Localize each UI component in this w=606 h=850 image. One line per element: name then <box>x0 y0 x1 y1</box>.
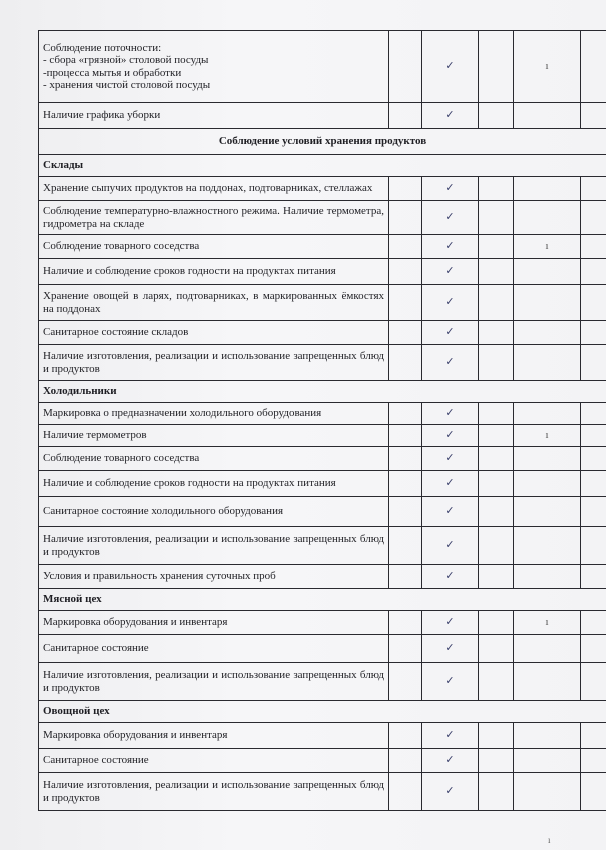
check-mark: ✓ <box>422 321 479 345</box>
criterion-cell: Наличие термометров <box>39 425 389 447</box>
check-mark: ✓ <box>422 773 479 811</box>
check-mark: ✓ <box>422 471 479 497</box>
table-row <box>39 565 606 589</box>
criterion-cell: Соблюдение товарного соседства <box>39 447 389 471</box>
check-mark: ✓ <box>422 345 479 381</box>
check-mark: ✓ <box>422 259 479 285</box>
criterion-cell: Санитарное состояние складов <box>39 321 389 345</box>
table-row <box>39 749 606 773</box>
table-row <box>39 773 606 811</box>
criterion-cell: Хранение овощей в ларях, подтоварниках, в маркированных ёмкостях на поддонах <box>39 285 389 321</box>
check-mark: ✓ <box>422 723 479 749</box>
group-header-row <box>39 701 606 723</box>
table-row <box>39 425 606 447</box>
group-header-row <box>39 381 606 403</box>
criterion-cell: Наличие и соблюдение сроков годности на продуктах питания <box>39 471 389 497</box>
check-mark: ✓ <box>422 201 479 235</box>
check-mark: ✓ <box>422 103 479 129</box>
table-row <box>39 285 606 321</box>
criterion-cell: Наличие изготовления, реализации и использование запрещенных блюд и продуктов <box>39 527 389 565</box>
check-mark: ✓ <box>422 235 479 259</box>
criterion-cell: Маркировка о предназначении холодильного оборудования <box>39 403 389 425</box>
criterion-cell: Наличие изготовления, реализации и использование запрещенных блюд и продуктов <box>39 345 389 381</box>
criterion-cell: Санитарное состояние холодильного оборудования <box>39 497 389 527</box>
tick-mark: ı <box>514 31 581 103</box>
check-mark: ✓ <box>422 31 479 103</box>
check-mark: ✓ <box>422 447 479 471</box>
criterion-cell: Санитарное состояние <box>39 635 389 663</box>
table-row <box>39 663 606 701</box>
table-row <box>39 259 606 285</box>
group-title-vegetable-shop: Овощной цех <box>39 701 606 723</box>
section-header-row <box>39 129 606 155</box>
criterion-cell: Наличие изготовления, реализации и использование запрещенных блюд и продуктов <box>39 773 389 811</box>
group-header-row <box>39 589 606 611</box>
group-title-meat-shop: Мясной цех <box>39 589 606 611</box>
criterion-cell: Соблюдение температурно-влажностного режима. Наличие термометра, гидрометра на складе <box>39 201 389 235</box>
group-header-row <box>39 155 606 177</box>
table-row <box>39 177 606 201</box>
table-row <box>39 31 606 103</box>
table-row <box>39 527 606 565</box>
inspection-checklist-table <box>38 30 606 811</box>
criterion-cell: Хранение сыпучих продуктов на поддонах, подтоварниках, стеллажах <box>39 177 389 201</box>
check-mark: ✓ <box>422 497 479 527</box>
group-title-refrigerators: Холодильники <box>39 381 606 403</box>
table-row <box>39 201 606 235</box>
check-mark: ✓ <box>422 177 479 201</box>
table-row <box>39 103 606 129</box>
table-row <box>39 723 606 749</box>
criterion-cell: Соблюдение поточности: - сбора «грязной» столовой посуды -процесса мытья и обработки - хранения чистой столовой посуды <box>39 31 389 103</box>
criterion-cell: Маркировка оборудования и инвентаря <box>39 723 389 749</box>
criterion-cell: Условия и правильность хранения суточных проб <box>39 565 389 589</box>
table-row <box>39 447 606 471</box>
tick-mark: ı <box>514 611 581 635</box>
check-mark: ✓ <box>422 285 479 321</box>
criterion-cell: Наличие и соблюдение сроков годности на продуктах питания <box>39 259 389 285</box>
tick-mark: ı <box>514 425 581 447</box>
criterion-cell: Соблюдение товарного соседства <box>39 235 389 259</box>
table-row <box>39 403 606 425</box>
check-mark: ✓ <box>422 425 479 447</box>
page-corner-mark: ı <box>548 835 551 845</box>
check-mark: ✓ <box>422 663 479 701</box>
table-row <box>39 497 606 527</box>
check-mark: ✓ <box>422 403 479 425</box>
criterion-cell: Наличие изготовления, реализации и использование запрещенных блюд и продуктов <box>39 663 389 701</box>
check-mark: ✓ <box>422 527 479 565</box>
check-mark: ✓ <box>422 635 479 663</box>
tick-mark: ı <box>514 235 581 259</box>
table-row <box>39 235 606 259</box>
criterion-cell: Санитарное состояние <box>39 749 389 773</box>
table-row <box>39 611 606 635</box>
table-row <box>39 471 606 497</box>
check-mark: ✓ <box>422 611 479 635</box>
criterion-cell: Наличие графика уборки <box>39 103 389 129</box>
table-row <box>39 345 606 381</box>
table-row <box>39 321 606 345</box>
section-title: Соблюдение условий хранения продуктов <box>39 129 606 155</box>
table-row <box>39 635 606 663</box>
group-title-warehouses: Склады <box>39 155 606 177</box>
check-mark: ✓ <box>422 565 479 589</box>
check-mark: ✓ <box>422 749 479 773</box>
criterion-cell: Маркировка оборудования и инвентаря <box>39 611 389 635</box>
